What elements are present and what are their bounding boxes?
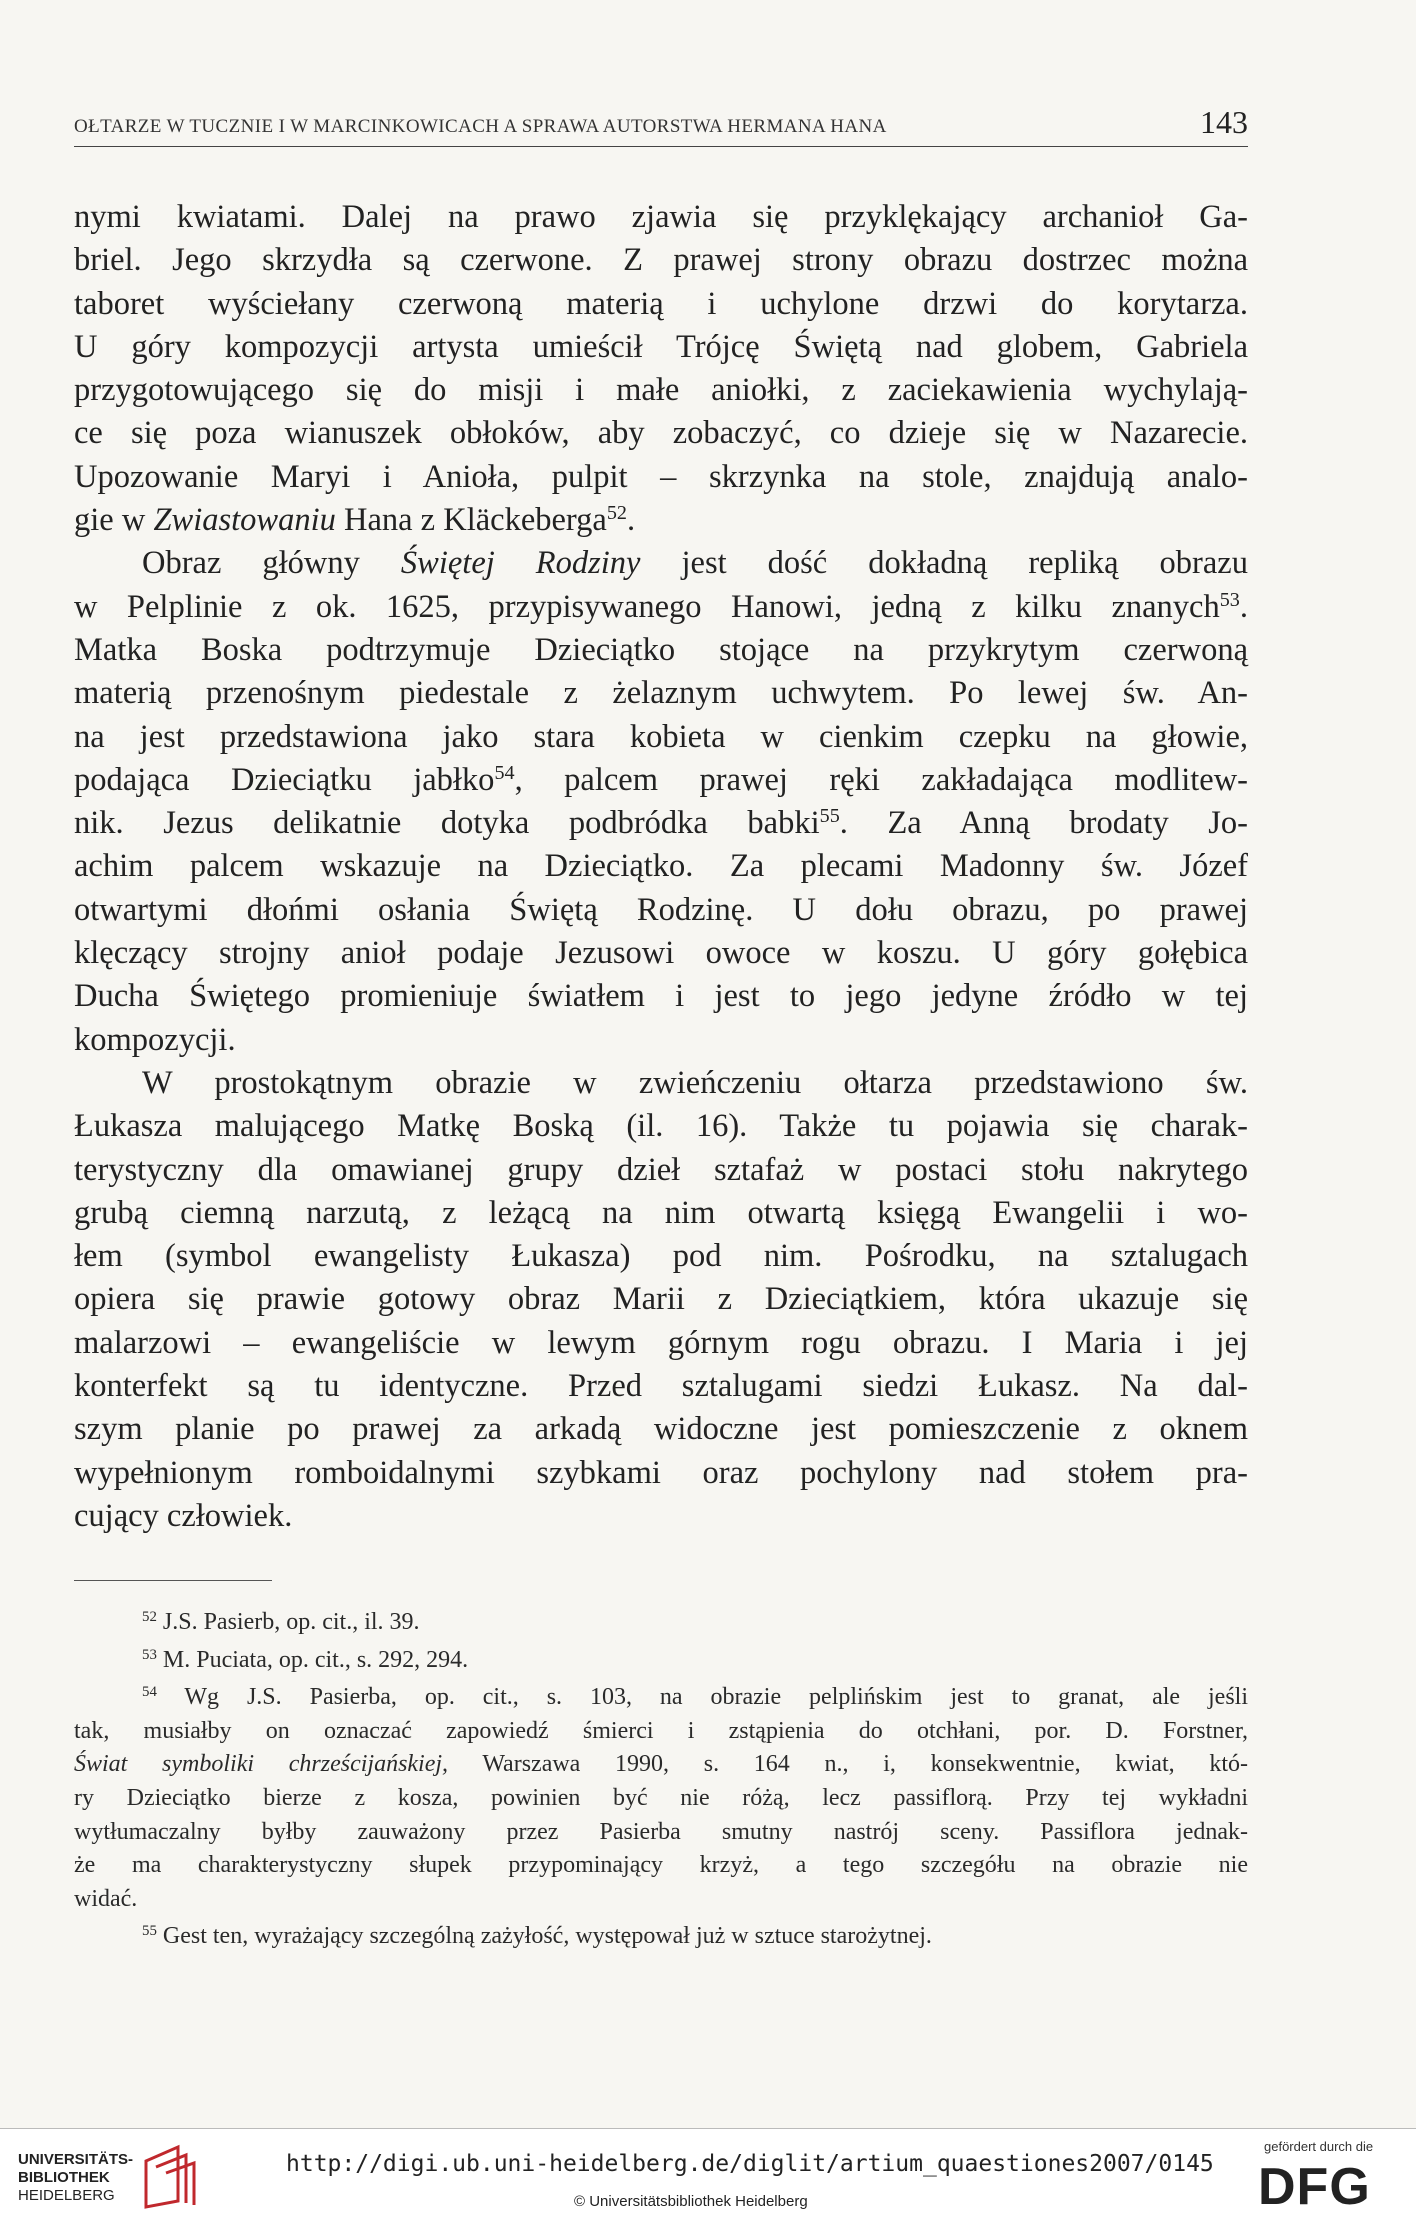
paragraph-1 — [74, 196, 1248, 542]
text-run: . Za Anną brodaty Jo- — [839, 805, 1248, 842]
footnote-ref-53[interactable]: 53 — [1219, 588, 1240, 611]
text-line — [74, 1920, 1248, 1954]
text-run: jest dość dokładną repliką obrazu — [640, 545, 1248, 582]
text-line: Upozowanie Maryi i Anioła, pulpit – skrzynka na stole, znajdują analo- — [74, 458, 1248, 495]
text-run: gie w — [74, 502, 154, 539]
text-line: ry Dzieciątko bierze z kosza, powinien być nie różą, lecz passiflorą. Przy tej wykładni — [74, 1784, 1248, 1811]
text-line: otwartymi dłońmi osłania Świętą Rodzinę. U dołu obrazu, po prawej — [74, 891, 1248, 928]
library-emblem-icon — [138, 2141, 198, 2211]
running-title: OŁTARZE W TUCZNIE I W MARCINKOWICACH A SPRAWA AUTORSTWA HERMANA HANA — [74, 116, 887, 137]
text-line: ce się poza wianuszek obłoków, aby zobaczyć, co dzieje się w Nazarecie. — [74, 415, 1248, 452]
text-line: grubą ciemną narzutą, z leżącą na nim otwartą księgą Ewangelii i wo- — [74, 1194, 1248, 1231]
footnote-52 — [74, 1606, 1248, 1640]
text-line: opiera się prawie gotowy obraz Marii z Dzieciątkiem, która ukazuje się — [74, 1281, 1248, 1318]
text-line — [74, 802, 1248, 845]
text-line: W prostokątnym obrazie w zwieńczeniu ołtarza przedstawiono św. — [142, 1064, 1248, 1101]
text-run: w Pelplinie z ok. 1625, przypisywanego Hanowi, jedną z kilku znanych — [74, 588, 1220, 625]
source-url-link[interactable]: http://digi.ub.uni-heidelberg.de/diglit/artium_quaestiones2007/0145 — [286, 2151, 1214, 2177]
text-line: gie w Zwiastowaniu Hana z Kläckeberga$^{52}$. — [74, 502, 636, 539]
library-name-line1: UNIVERSITÄTS- — [18, 2151, 134, 2168]
text-line — [74, 1748, 1248, 1782]
text-line: materią przenośnym piedestale z żelaznym uchwytem. Po lewej św. An- — [74, 675, 1248, 712]
text-line: szym planie po prawej za arkadą widoczne jest pomieszczenie z oknem — [74, 1411, 1248, 1448]
page-number: 143 — [1200, 104, 1248, 140]
text-line: tak, musiałby on oznaczać zapowiedź śmierci i zstąpienia do otchłani, por. D. Forstner, — [74, 1717, 1248, 1744]
footnote-number: 52 — [142, 1608, 157, 1625]
dfg-logo[interactable]: DFG — [1258, 2158, 1371, 2216]
text-line: kompozycji. — [74, 1021, 236, 1058]
footnote-number: 54 — [142, 1684, 157, 1701]
text-run: , palcem prawej ręki zakładająca modlitew- — [514, 761, 1248, 798]
text-line: Matka Boska podtrzymuje Dzieciątko stojące na przykrytym czerwoną — [74, 631, 1248, 668]
text-run: Warszawa 1990, s. 164 n., i, konsekwentnie, kwiat, któ- — [448, 1751, 1248, 1778]
text-line — [74, 759, 1248, 802]
text-run: Wg J.S. Pasierba, op. cit., s. 103, na obrazie pelplińskim jest to granat, ale jeśli — [156, 1684, 1248, 1711]
footnote-55 — [74, 1920, 1248, 1954]
library-name-line2: BIBLIOTHEK — [18, 2169, 110, 2186]
footnote-number: 55 — [142, 1923, 157, 1940]
text-line: na jest przedstawiona jako stara kobieta w cienkim czepku na głowie, — [74, 718, 1248, 755]
text-line: klęczący strojny anioł podaje Jezusowi owoce w koszu. U góry gołębica — [74, 935, 1248, 972]
footnote-divider — [74, 1580, 272, 1581]
text-line: U góry kompozycji artysta umieścił Trójcę Świętą nad globem, Gabriela — [74, 328, 1248, 365]
text-line: terystyczny dla omawianej grupy dzieł sztafaż w postaci stołu nakrytego — [74, 1151, 1248, 1188]
text-line: w Pelplinie z ok. 1625, przypisywanego Hanowi, jedną z kilku znanych$^{53}$. — [74, 588, 1248, 625]
digitization-footer — [0, 2128, 1416, 2231]
text-line: konterfekt są tu identyczne. Przed sztalugami siedzi Łukasz. Na dal- — [74, 1368, 1248, 1405]
text-run: podająca Dzieciątku jabłko — [74, 761, 495, 798]
text-line — [74, 1681, 1248, 1715]
text-line: cujący człowiek. — [74, 1497, 293, 1534]
text-line: widać. — [74, 1885, 138, 1912]
italic-title: Świętej Rodziny — [400, 545, 641, 582]
funding-label: gefördert durch die — [1264, 2139, 1374, 2154]
text-run: Obraz główny — [142, 545, 401, 582]
footnotes — [74, 1606, 1248, 1958]
footnote-54 — [74, 1681, 1248, 1916]
text-line: nymi kwiatami. Dalej na prawo zjawia się przyklękający archanioł Ga- — [74, 199, 1248, 235]
text-line — [74, 1644, 1248, 1678]
paragraph-3 — [74, 1062, 1248, 1538]
text-run: J.S. Pasierb, op. cit., il. 39. — [156, 1609, 420, 1635]
footnote-53 — [74, 1644, 1248, 1678]
text-line: briel. Jego skrzydła są czerwone. Z prawej strony obrazu dostrzec można — [74, 242, 1248, 279]
text-run: nik. Jezus delikatnie dotyka podbródka babki — [74, 805, 820, 842]
text-line: że ma charakterystyczny słupek przypominający krzyż, a tego szczegółu na obrazie nie — [74, 1852, 1248, 1879]
footnote-ref-54[interactable]: 54 — [494, 761, 515, 784]
italic-title: Świat symboliki chrześcijańskiej, — [74, 1751, 449, 1778]
text-run: Hana z Kläckeberga — [335, 502, 607, 539]
text-line: przygotowującego się do misji i małe aniołki, z zaciekawienia wychylają- — [74, 372, 1248, 409]
text-run: Gest ten, wyrażający szczególną zażyłość, występował już w sztuce starożytnej. — [156, 1923, 932, 1950]
text-line — [74, 1606, 1248, 1640]
library-logo[interactable] — [18, 2151, 133, 2205]
italic-title: Zwiastowaniu — [153, 502, 336, 539]
library-name-line3: HEIDELBERG — [18, 2187, 115, 2204]
text-line: Łukasza malującego Matkę Boską (il. 16). Także tu pojawia się charak- — [74, 1108, 1248, 1145]
text-run: M. Puciata, op. cit., s. 292, 294. — [156, 1646, 469, 1673]
text-line: łem (symbol ewangelisty Łukasza) pod nim. Pośrodku, na sztalugach — [74, 1238, 1248, 1275]
text-line — [74, 542, 1248, 585]
text-line: Ducha Świętego promieniuje światłem i jest to jego jedyne źródło w tej — [74, 978, 1248, 1015]
text-line: wytłumaczalny byłby zauważony przez Pasierba smutny nastrój sceny. Passiflora jednak- — [74, 1818, 1248, 1845]
footnote-ref-52[interactable]: 52 — [606, 502, 627, 524]
copyright-notice: © Universitätsbibliothek Heidelberg — [574, 2193, 808, 2210]
footnote-number: 53 — [142, 1646, 157, 1663]
text-line: malarzowi – ewangeliście w lewym górnym rogu obrazu. I Maria i jej — [74, 1324, 1248, 1361]
body-text — [74, 196, 1248, 1538]
text-line: wypełnionym romboidalnymi szybkami oraz pochylony nad stołem pra- — [74, 1454, 1248, 1491]
text-line: taboret wyściełany czerwoną materią i uchylone drzwi do korytarza. — [74, 285, 1248, 322]
paragraph-2 — [74, 542, 1248, 1062]
footnote-ref-55[interactable]: 55 — [819, 805, 840, 828]
text-line: achim palcem wskazuje na Dzieciątko. Za plecami Madonny św. Józef — [74, 848, 1248, 885]
running-head — [74, 104, 1248, 147]
